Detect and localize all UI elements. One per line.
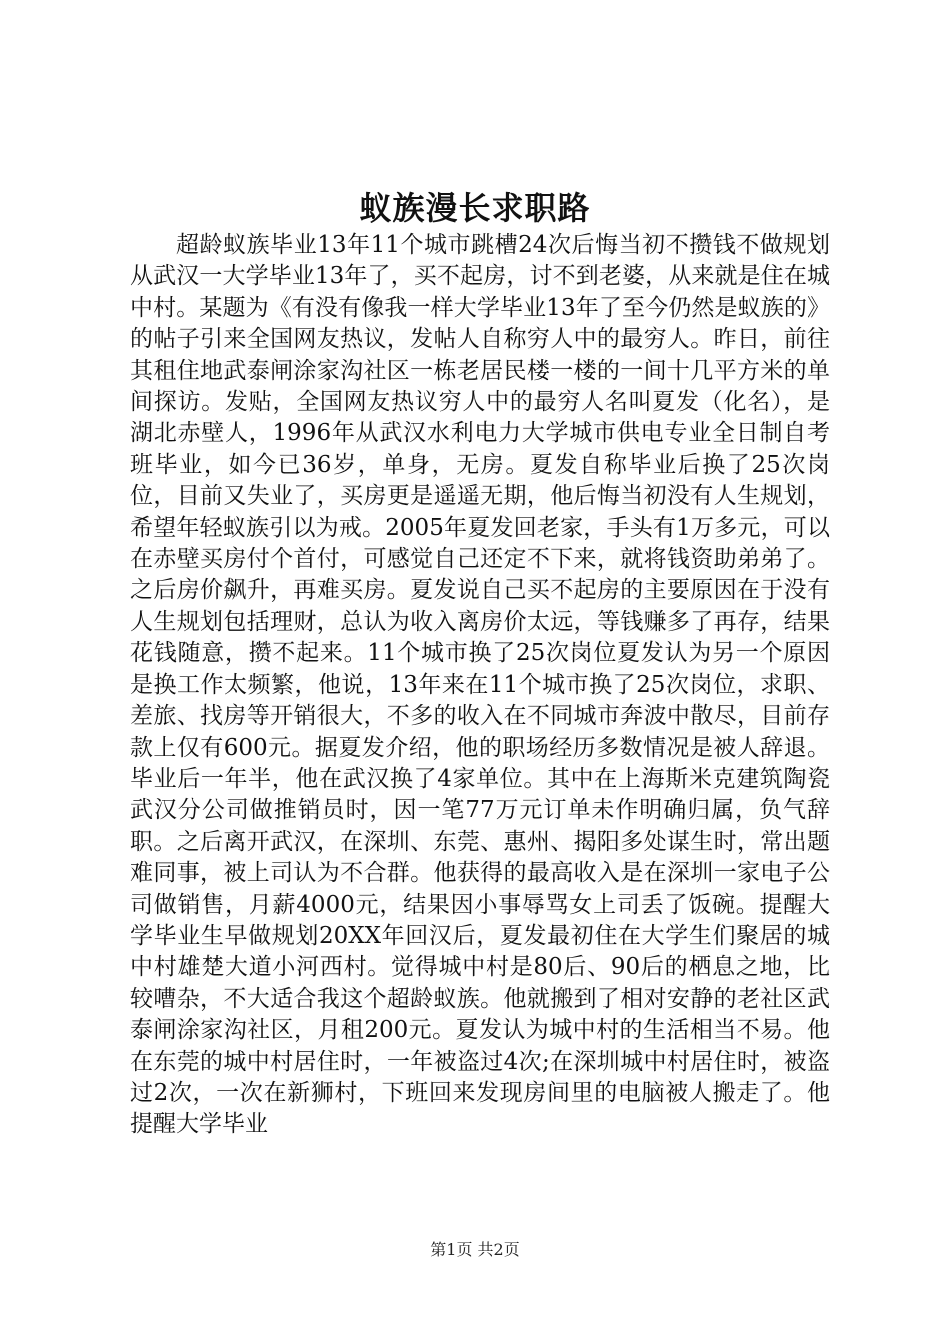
article-body: 超龄蚁族毕业13年11个城市跳槽24次后悔当初不攒钱不做规划从武汉一大学毕业13年了，买不起房，讨不到老婆，从来就是住在城中村。某题为《有没有像我一样大学毕业13年了至今仍然是蚁族的》的帖子引来全国网友热议，发帖人自称穷人中的最穷人。昨日，前往其租住地武泰闸涂家沟社区一栋老居民楼一楼的一间十几平方米的单间探访。发贴，全国网友热议穷人中的最穷人名叫夏发（化名），是湖北赤壁人，1996年从武汉水利电力大学城市供电专业全日制自考班毕业，如今已36岁，单身，无房。夏发自称毕业后换了25次岗位，目前又失业了，买房更是遥遥无期，他后悔当初没有人生规划，希望年轻蚁族引以为戒。2005年夏发回老家，手头有1万多元，可以在赤壁买房付个首付，可感觉自己还定不下来，就将钱资助弟弟了。之后房价飙升，再难买房。夏发说自己买不起房的主要原因在于没有人生规划包括理财，总认为收入离房价太远，等钱赚多了再存，结果花钱随意，攒不起来。11个城市换了25次岗位夏发认为另一个原因是换工作太频繁，他说，13年来在11个城市换了25次岗位，求职、差旅、找房等开销很大，不多的收入在不同城市奔波中散尽，目前存款上仅有600元。据夏发介绍，他的职场经历多数情况是被人辞退。毕业后一年半，他在武汉换了4家单位。其中在上海斯米克建筑陶瓷武汉分公司做推销员时，因一笔77万元订单未作明确归属，负气辞职。之后离开武汉，在深圳、东莞、惠州、揭阳多处谋生时，常出题难同事，被上司认为不合群。他获得的最高收入是在深圳一家电子公司做销售，月薪4000元，结果因小事辱骂女上司丢了饭碗。提醒大学毕业生早做规划20XX年回汉后，夏发最初住在大学生们聚居的城中村雄楚大道小河西村。觉得城中村是80后、90后的栖息之地，比较嘈杂，不大适合我这个超龄蚁族。他就搬到了相对安静的老社区武泰闸涂家沟社区，月租200元。夏发认为城中村的生活相当不易。他在东莞的城中村居住时，一年被盗过4次;在深圳城中村居住时，被盗过2次，一次在新狮村，下班回来发现房间里的电脑被人搬走了。他提醒大学毕业	[130, 232, 830, 1138]
document-title: 蚁族漫长求职路	[359, 189, 591, 227]
page-footer: 第1页 共2页	[430, 1240, 520, 1259]
